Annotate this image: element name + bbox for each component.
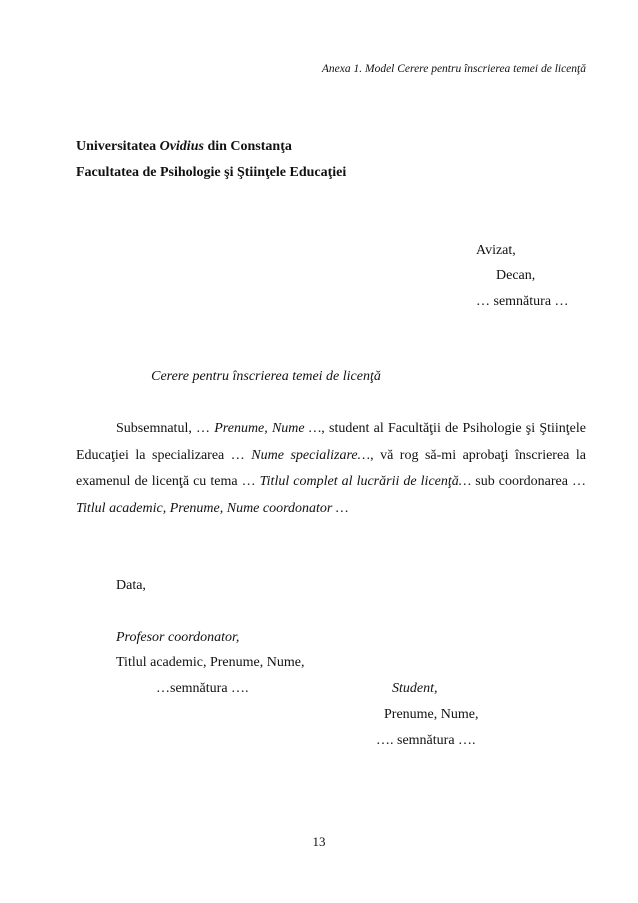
- body-part-4: sub coordonarea …: [471, 474, 586, 489]
- request-title: Cerere pentru înscrierea temei de licenţă: [151, 369, 381, 384]
- specialization-placeholder: Nume specializare…: [251, 447, 371, 463]
- body-part-1: Subsemnatul, …: [116, 421, 215, 436]
- student-signature: …. semnătura ….: [376, 733, 476, 748]
- date-field: Data,: [116, 578, 146, 593]
- university-name-italic: Ovidius: [159, 139, 204, 154]
- coordinator-placeholder: Titlul academic, Prenume, Nume coordonator …: [76, 500, 349, 516]
- university-suffix: din Constanţa: [203, 139, 292, 154]
- approval-avizat: Avizat,: [476, 243, 516, 258]
- page-number: 13: [312, 834, 326, 849]
- student-name: Prenume, Nume,: [384, 707, 479, 722]
- student-label: Student,: [392, 681, 438, 696]
- university-name: [76, 139, 292, 155]
- body-part-2: , student al Facultăţii de Psihologie şi Ştiinţele Educaţiei la specializarea …: [76, 421, 586, 463]
- approval-signature: … semnătura …: [476, 294, 569, 309]
- annex-header: Anexa 1. Model Cerere pentru înscrierea temei de licenţă: [321, 63, 586, 75]
- name-placeholder: Prenume, Nume …: [214, 421, 322, 436]
- thesis-placeholder: Titlul complet al lucrării de licenţă…: [259, 474, 472, 489]
- professor-name: Titlul academic, Prenume, Nume,: [116, 655, 305, 670]
- request-title-row: [0, 369, 638, 385]
- professor-label: Profesor coordonator,: [116, 630, 240, 645]
- university-prefix: Universitatea: [76, 139, 160, 154]
- professor-signature: …semnătura ….: [156, 681, 249, 696]
- faculty-name: Facultatea de Psihologie şi Ştiinţele Educaţiei: [76, 165, 347, 180]
- request-body: [76, 416, 586, 522]
- approval-decan: Decan,: [496, 268, 536, 283]
- body-part-3: , vă rog să-mi aprobaţi înscrierea la examenul de licenţă cu tema …: [76, 447, 586, 489]
